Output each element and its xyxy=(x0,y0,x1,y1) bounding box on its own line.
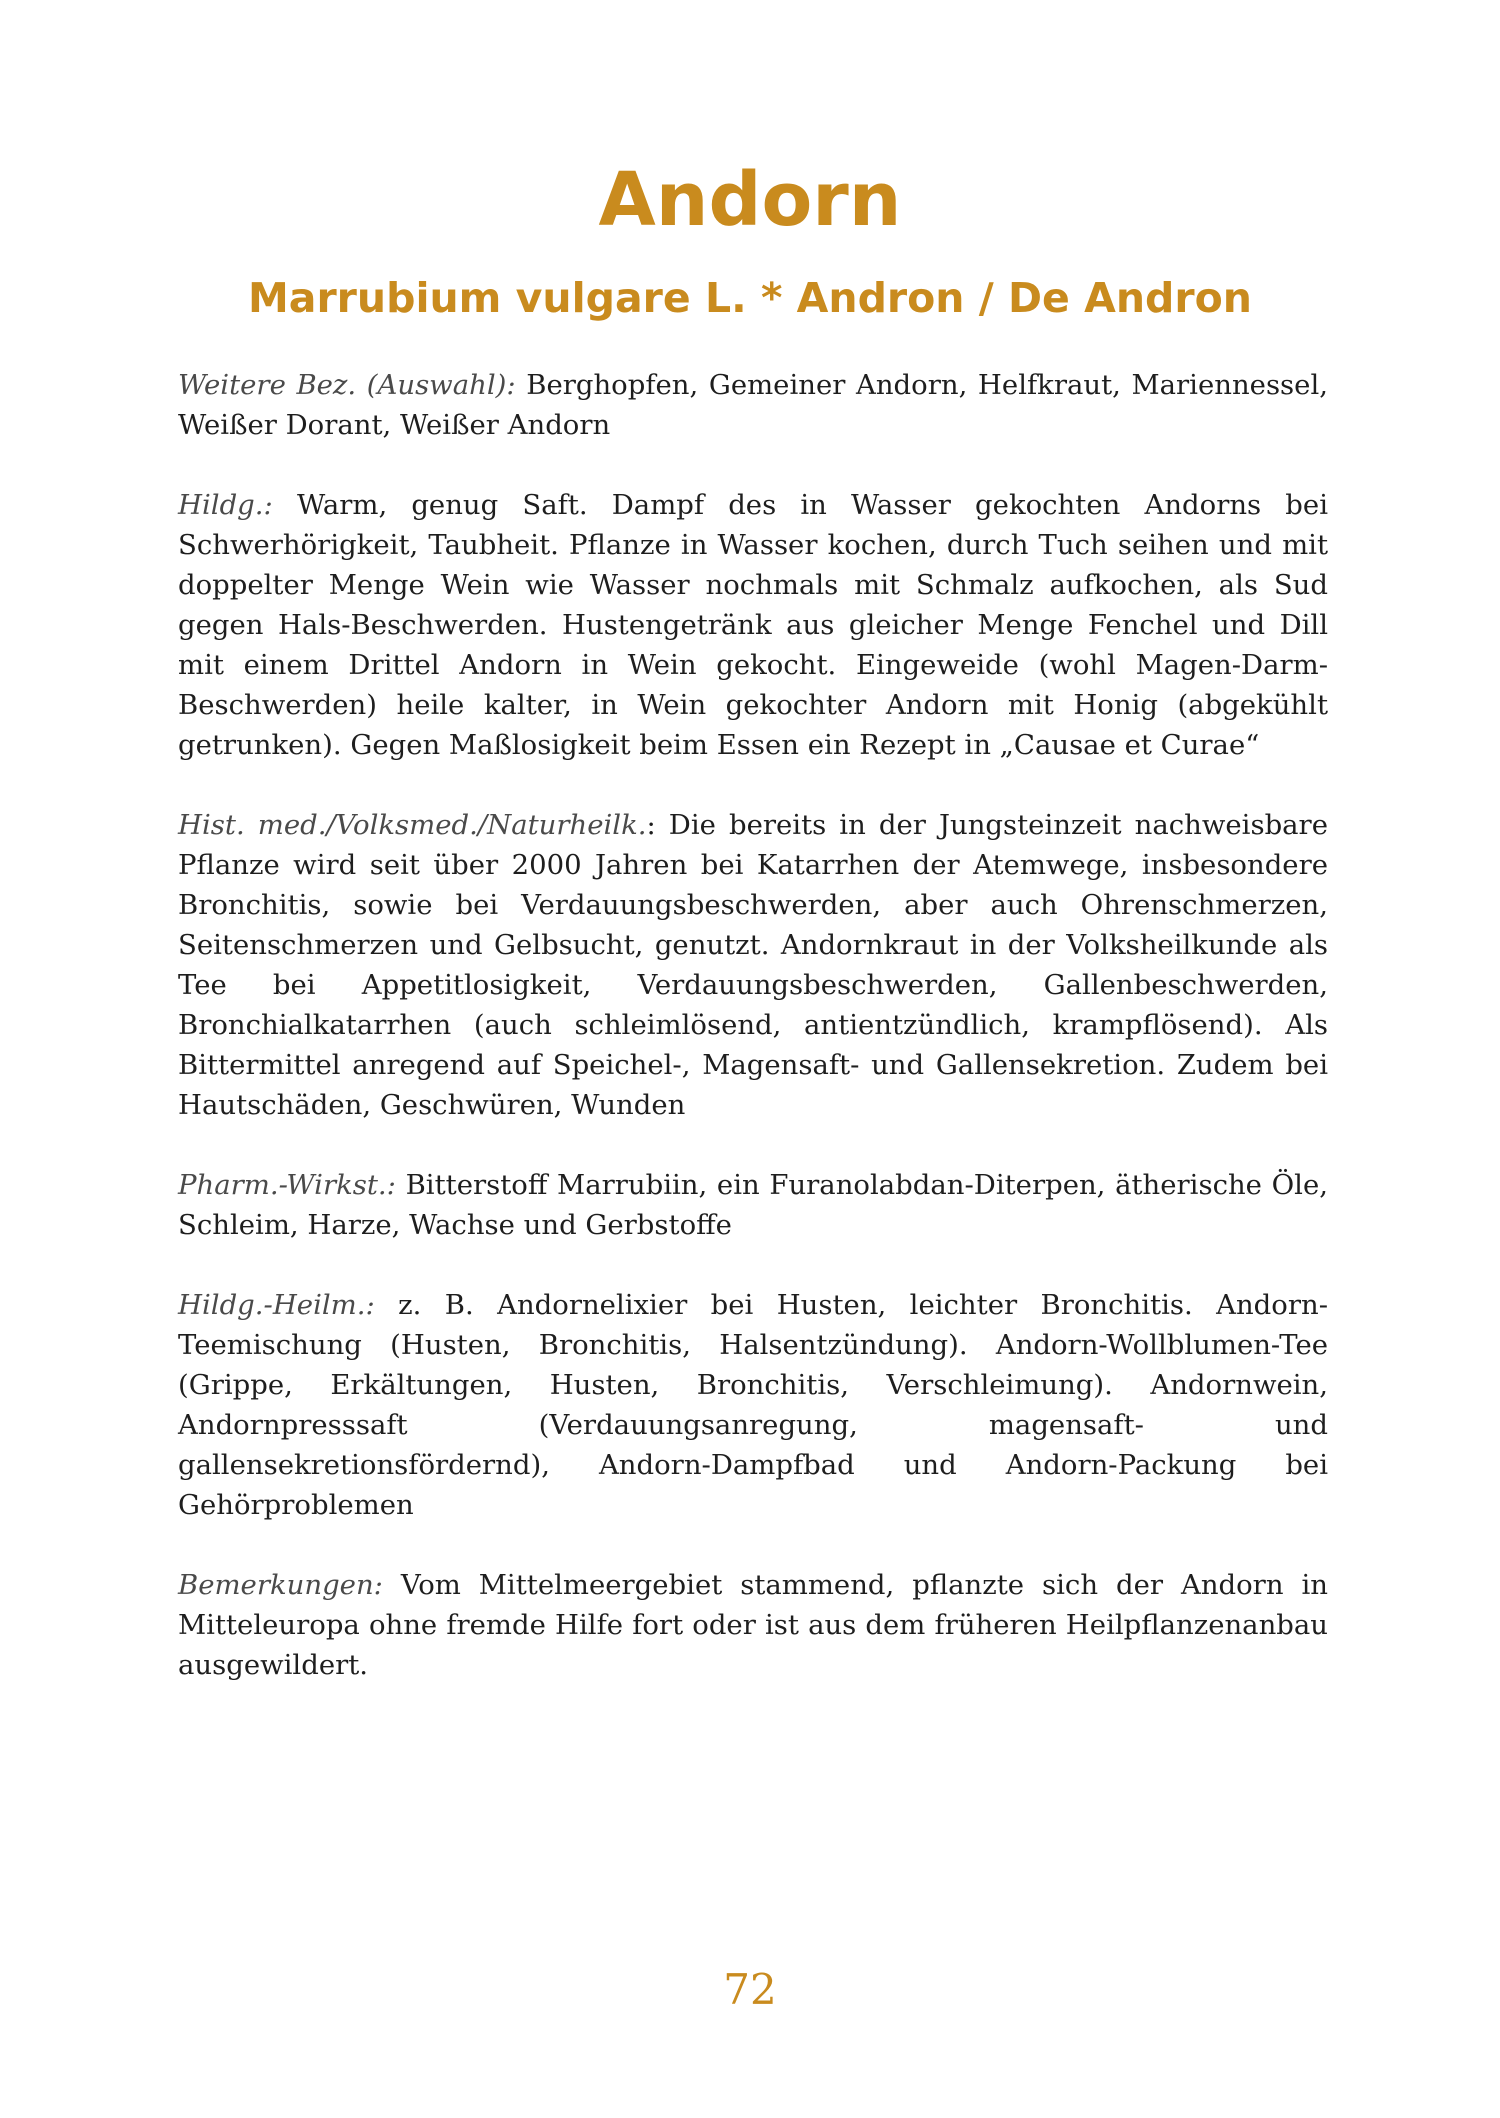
page-number: 72 xyxy=(723,1965,777,2014)
entry-text: z. B. Andornelixier bei Husten, leichter Bronchitis. Andorn-Teemischung (Husten, Bronchitis, Halsentzündung). Andorn-Wollblumen-Tee (Grippe, Erkältungen, Husten, Bronchitis, Verschleimung). Andornwein, Andornpresssaft (Verdauungsanregung, magensaft- und gallensekretionsfördernd), Andorn-Dampfbad und Andorn-Packung bei Gehörproblemen xyxy=(178,1289,1328,1521)
page-title: Andorn xyxy=(598,157,902,243)
entry-text: Vom Mittelmeergebiet stammend, pflanzte sich der Andorn in Mitteleuropa ohne fremde Hilfe fort oder ist aus dem früheren Heilpflanzenanbau ausgewildert. xyxy=(178,1569,1328,1681)
entry-label: Hildg.: xyxy=(178,489,273,521)
entry-label: Bemerkungen: xyxy=(178,1569,383,1601)
article-body xyxy=(178,365,1328,1725)
entry-text: Bitterstoff Marrubiin, ein Furanolabdan-Diterpen, ätherische Öle, Schleim, Harze, Wachse und Gerbstoffe xyxy=(178,1169,1328,1241)
entry-remarks xyxy=(178,1565,1328,1685)
entry-label: Pharm.-Wirkst.: xyxy=(178,1169,396,1201)
entry-text: Warm, genug Saft. Dampf des in Wasser gekochten Andorns bei Schwerhörigkeit, Taubheit. Pflanze in Wasser kochen, durch Tuch seihen und mit doppelter Menge Wein wie Wasser nochmals mit Schmalz aufkochen, als Sud gegen Hals-Beschwerden. Hustengetränk aus gleicher Menge Fenchel und Dill mit einem Drittel Andorn in Wein gekocht. Eingeweide (wohl Magen-Darm-Beschwerden) heile kalter, in Wein gekochter Andorn mit Honig (abgekühlt getrunken). Gegen Maßlosigkeit beim Essen ein Rezept in „Causae et Curae“ xyxy=(178,489,1328,761)
entry-other-names xyxy=(178,365,1328,445)
entry-history-medicine xyxy=(178,805,1328,1125)
entry-text: : Die bereits in der Jungsteinzeit nachweisbare Pflanze wird seit über 2000 Jahren bei Katarrhen der Atemwege, insbesondere Bronchitis, sowie bei Verdauungsbeschwerden, aber auch Ohrenschmerzen, Seitenschmerzen und Gelbsucht, genutzt. Andornkraut in der Volksheilkunde als Tee bei Appetitlosigkeit, Verdauungsbeschwerden, Gallenbeschwerden, Bronchialkatarrhen (auch schleimlösend, antientzündlich, krampflösend). Als Bittermittel anregend auf Speichel-, Magensaft- und Gallensekretion. Zudem bei Hautschäden, Geschwüren, Wunden xyxy=(178,809,1328,1121)
entry-pharm-active-ingredients xyxy=(178,1165,1328,1245)
entry-label: Hist. med./Volksmed./Naturheilk. xyxy=(178,809,647,841)
entry-hildegard-remedies xyxy=(178,1285,1328,1525)
botanical-subtitle: Marrubium vulgare L. * Andron / De Andron xyxy=(248,274,1252,322)
entry-hildegard xyxy=(178,485,1328,765)
entry-text: Berghopfen, Gemeiner Andorn, Helfkraut, Mariennessel, Weißer Dorant, Weißer Andorn xyxy=(178,369,1328,441)
entry-label: Hildg.-Heilm.: xyxy=(178,1289,375,1321)
entry-label: Weitere Bez. (Auswahl): xyxy=(178,369,516,401)
